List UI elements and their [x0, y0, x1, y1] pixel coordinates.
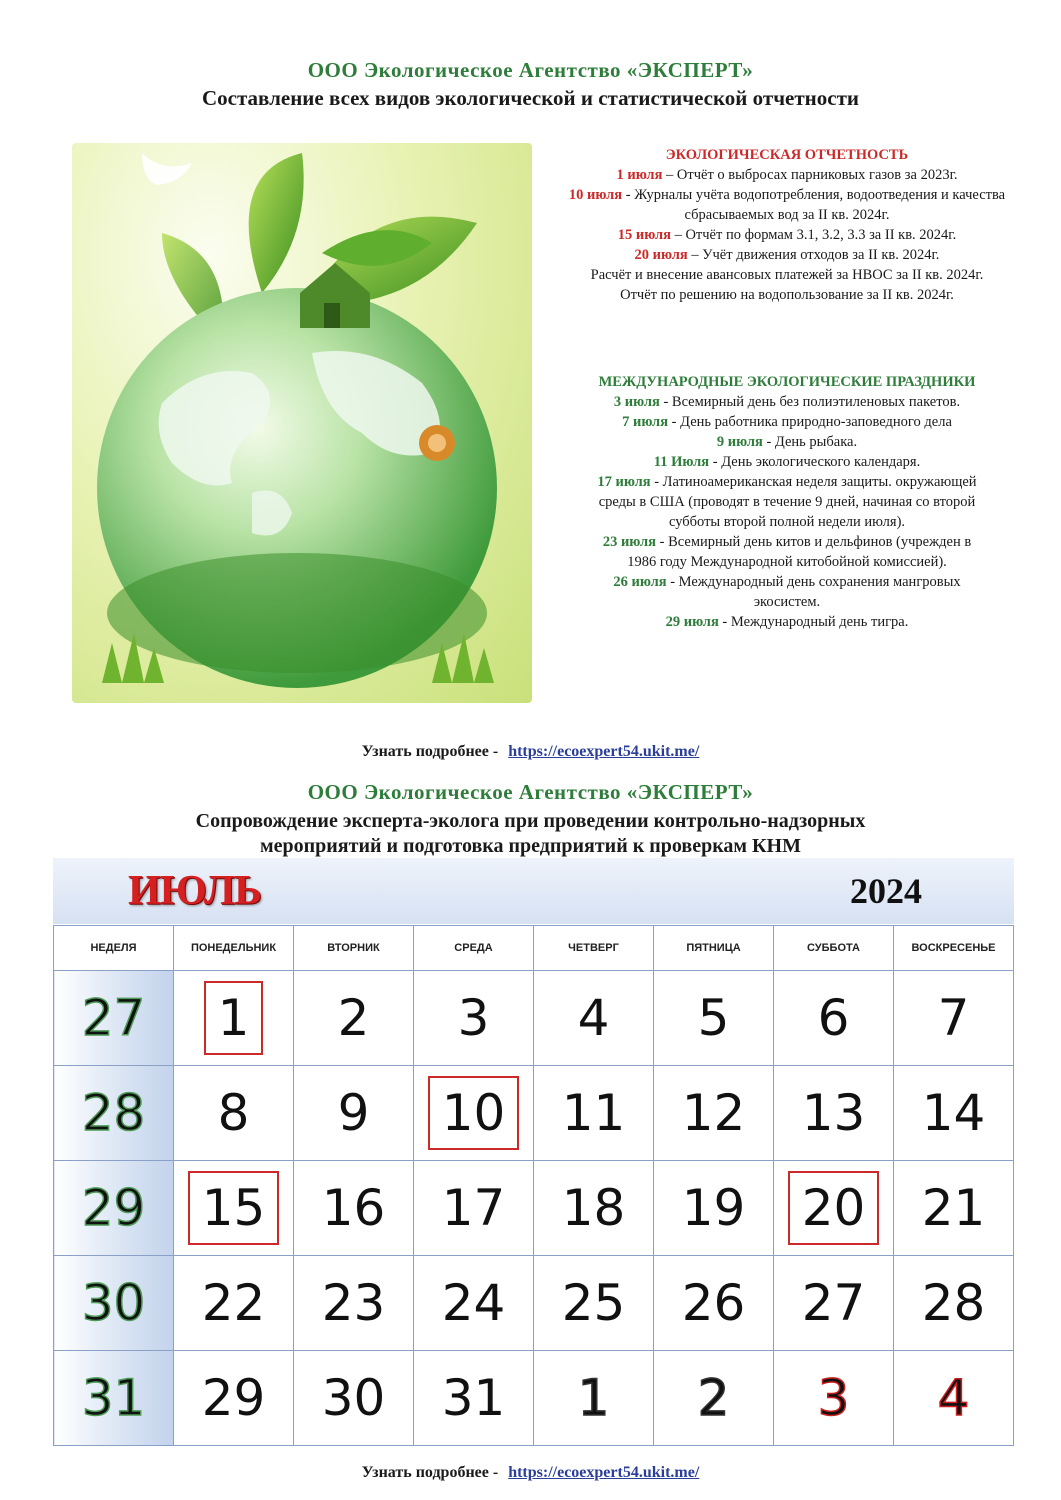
company-title-2: ООО Экологическое Агентство «ЭКСПЕРТ» [307, 780, 754, 804]
week-number: 27 [54, 971, 174, 1066]
calendar-week-row [54, 1161, 1014, 1256]
kontrol-subtitle-line2: мероприятий и подготовка предприятий к проверкам КНМ [260, 835, 801, 857]
eco-item: 15 июля – Отчёт по формам 3.1, 3.2, 3.3 за II кв. 2024г. [617, 227, 957, 243]
weekday-header: ВОСКРЕСЕНЬЕ [894, 926, 1014, 971]
calendar-day: 17 [414, 1161, 534, 1256]
page-subtitle: Составление всех видов экологической и статистической отчетности [201, 86, 860, 110]
more-info-line [0, 743, 1061, 761]
calendar-day: 29 [174, 1351, 294, 1446]
calendar-week-row [54, 1066, 1014, 1161]
holiday-item: 11 Июля - День экологического календаря. [653, 454, 921, 470]
calendar-day: 8 [174, 1066, 294, 1161]
calendar-day: 31 [414, 1351, 534, 1446]
calendar-day-weekend: 27 [774, 1256, 894, 1351]
week-number: 31 [54, 1351, 174, 1446]
holiday-item: 29 июля - Международный день тигра. [665, 614, 909, 630]
weekday-header: СУББОТА [774, 926, 894, 971]
calendar-day: 5 [654, 971, 774, 1066]
calendar-day-weekend: 21 [894, 1161, 1014, 1256]
eco-item: 20 июля – Учёт движения отходов за II кв. 2024г. [634, 247, 940, 263]
calendar-day-next-month: 4 [894, 1351, 1014, 1446]
calendar-week-row [54, 971, 1014, 1066]
company-title: ООО Экологическое Агентство «ЭКСПЕРТ» [307, 58, 754, 82]
calendar-day: 18 [534, 1161, 654, 1256]
holiday-item: 23 июля - Всемирный день китов и дельфинов (учрежден в 1986 году Международной китобойной комиссией). [602, 534, 972, 570]
calendar-day: 22 [174, 1256, 294, 1351]
calendar-day: 23 [294, 1256, 414, 1351]
eco-globe-illustration [72, 143, 532, 703]
holiday-item: 9 июля - День рыбака. [716, 434, 858, 450]
calendar-day-next-month: 3 [774, 1351, 894, 1446]
weekday-header: НЕДЕЛЯ [54, 926, 174, 971]
calendar-day [174, 1161, 294, 1256]
more-info-label: Узнать подробнее - [361, 743, 503, 760]
calendar-day: 26 [654, 1256, 774, 1351]
calendar-day: 30 [294, 1351, 414, 1446]
calendar-day-next-month: 2 [654, 1351, 774, 1446]
holidays-heading: МЕЖДУНАРОДНЫЕ ЭКОЛОГИЧЕСКИЕ ПРАЗДНИКИ [598, 374, 976, 390]
eco-item: 10 июля - Журналы учёта водопотребления, водоотведения и качества сбрасываемых вод за II кв. 2024г. [568, 187, 1006, 223]
calendar-day: 25 [534, 1256, 654, 1351]
highlighted-day: 15 [188, 1171, 280, 1245]
calendar-day-weekend: 14 [894, 1066, 1014, 1161]
calendar-day: 16 [294, 1161, 414, 1256]
highlighted-day: 20 [788, 1171, 880, 1245]
more-info-line-2 [0, 1464, 1061, 1482]
calendar-week-row [54, 1351, 1014, 1446]
calendar-day: 12 [654, 1066, 774, 1161]
calendar-day-weekend: 13 [774, 1066, 894, 1161]
week-number: 28 [54, 1066, 174, 1161]
weekday-header: ЧЕТВЕРГ [534, 926, 654, 971]
eco-reporting-heading: ЭКОЛОГИЧЕСКАЯ ОТЧЕТНОСТЬ [665, 147, 909, 163]
calendar-weekday-row [54, 926, 1014, 971]
kontrol-subtitle-line1: Сопровождение эксперта-эколога при проведении контрольно-надзорных [195, 810, 866, 832]
weekday-header: СРЕДА [414, 926, 534, 971]
calendar-day-weekend: 6 [774, 971, 894, 1066]
holiday-item: 26 июля - Международный день сохранения мангровых экосистем. [613, 574, 961, 610]
calendar-week-row [54, 1256, 1014, 1351]
highlighted-day: 10 [428, 1076, 520, 1150]
calendar-day: 4 [534, 971, 654, 1066]
eco-item: Расчёт и внесение авансовых платежей за НВОС за II кв. 2024г. [590, 267, 984, 283]
calendar-day-weekend: 7 [894, 971, 1014, 1066]
calendar-month: ИЮЛЬ [128, 868, 261, 914]
calendar-day: 9 [294, 1066, 414, 1161]
more-info-link[interactable]: https://ecoexpert54.ukit.me/ [508, 1464, 700, 1481]
calendar-day: 19 [654, 1161, 774, 1256]
calendar-day: 11 [534, 1066, 654, 1161]
calendar-day-weekend [774, 1161, 894, 1256]
calendar-day: 2 [294, 971, 414, 1066]
more-info-link[interactable]: https://ecoexpert54.ukit.me/ [508, 743, 700, 760]
holiday-item: 17 июля - Латиноамериканская неделя защиты. окружающей среды в США (проводят в течение 9 дней, начиная со второй субботы второй полной недели июля). [597, 474, 977, 530]
more-info-label: Узнать подробнее - [361, 1464, 503, 1481]
calendar-day [174, 971, 294, 1066]
calendar-day-next-month: 1 [534, 1351, 654, 1446]
calendar-year: 2024 [850, 871, 922, 911]
calendar-grid [53, 925, 1014, 1446]
weekday-header: ПОНЕДЕЛЬНИК [174, 926, 294, 971]
weekday-header: ВТОРНИК [294, 926, 414, 971]
holidays-section [552, 372, 1022, 632]
calendar-day: 24 [414, 1256, 534, 1351]
calendar-day: 3 [414, 971, 534, 1066]
week-number: 30 [54, 1256, 174, 1351]
weekday-header: ПЯТНИЦА [654, 926, 774, 971]
eco-item: 1 июля – Отчёт о выбросах парниковых газов за 2023г. [616, 167, 958, 183]
calendar-day-weekend: 28 [894, 1256, 1014, 1351]
calendar-day [414, 1066, 534, 1161]
holiday-item: 7 июля - День работника природно-заповедного дела [622, 414, 952, 430]
week-number: 29 [54, 1161, 174, 1256]
highlighted-day: 1 [204, 981, 264, 1055]
eco-item: Отчёт по решению на водопользование за II кв. 2024г. [620, 287, 954, 303]
holiday-item: 3 июля - Всемирный день без полиэтиленовых пакетов. [613, 394, 961, 410]
eco-reporting-section [552, 145, 1022, 305]
